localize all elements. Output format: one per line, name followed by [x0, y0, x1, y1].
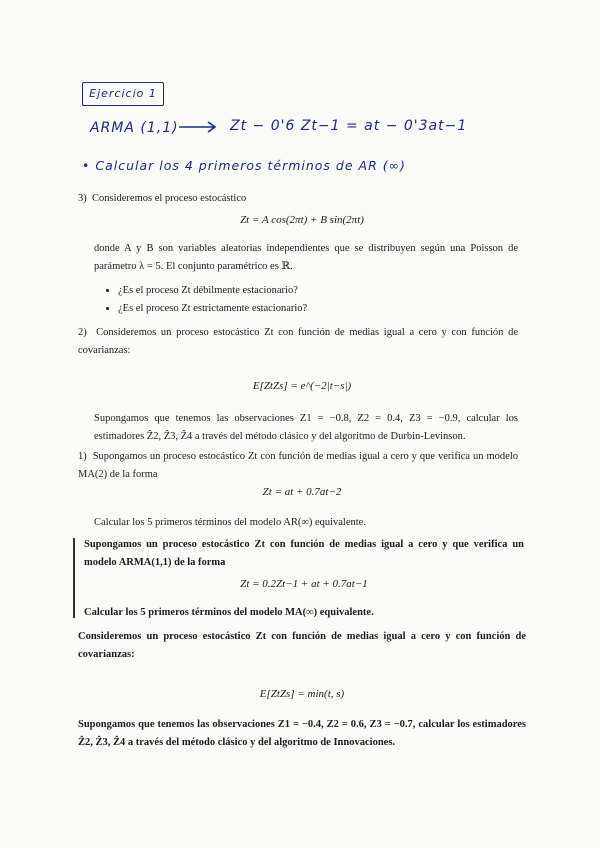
handwritten-title: Ejercicio 1 — [89, 87, 157, 100]
problem3-questions — [104, 282, 518, 318]
arrow-icon — [178, 120, 218, 134]
problem2-intro-text: Consideremos un proceso estocástico Zt con función de medias igual a cero y con función de covarianzas: — [78, 327, 519, 356]
problem3-intro-text: Consideremos el proceso estocástico — [92, 193, 247, 204]
problem1-number: 1) — [78, 451, 87, 462]
problem2-number: 2) — [78, 327, 87, 338]
problem2-text: Supongamos que tenemos las observaciones Z1 = −0.8, Z2 = 0.4, Z3 = −0.9, calcular los estimadores Ẑ2, Ẑ3, Ẑ4 a través del método clásico y del algoritmo de Durbin-Levinson. — [94, 413, 518, 442]
problem-min-text: Supongamos que tenemos las observaciones Z1 = −0.4, Z2 = 0.6, Z3 = −0.7, calcular los estimadores Ẑ2, Ẑ3, Ẑ4 a través del método clásico y del algoritmo de Innovaciones. — [78, 719, 526, 748]
problem3-number: 3) — [78, 193, 87, 204]
problem1-equation: Zt = at + 0.7at−2 — [262, 486, 342, 498]
problem-min-intro: Consideremos un proceso estocástico Zt con función de medias igual a cero y con función de covarianzas: — [78, 631, 526, 660]
problem3-text: donde A y B son variables aleatorias independientes que se distribuyen según una Poisson de parámetro λ = 5. El conjunto paramétrico es ℝ. — [94, 243, 518, 272]
handwritten-task — [82, 158, 406, 173]
margin-mark — [73, 538, 75, 618]
problem1-intro — [78, 448, 518, 484]
bullet-dot-icon: • — [82, 158, 96, 173]
problem1-text: Calcular los 5 primeros términos del modelo AR(∞) equivalente. — [94, 517, 366, 528]
handwritten-equation: Zt − 0'6 Zt−1 = at − 0'3at−1 — [230, 118, 468, 134]
problem3-equation: Zt = A cos(2πt) + B sin(2πt) — [240, 214, 364, 226]
problem1-intro-text: Supongamos un proceso estocástico Zt con función de medias igual a cero y que verifica un modelo MA(2) de la forma — [78, 451, 518, 480]
handwritten-title-box — [82, 82, 164, 106]
handwritten-task-text: Calcular los 4 primeros términos de AR (∞) — [95, 158, 406, 173]
problem2-intro — [78, 324, 518, 360]
problem3-question: • ¿Es el proceso Zt estrictamente estacionario? — [118, 300, 518, 318]
problem-arma-text: Calcular los 5 primeros términos del modelo MA(∞) equivalente. — [84, 607, 374, 618]
problem3-question: • ¿Es el proceso Zt débilmente estacionario? — [118, 282, 518, 300]
problem-arma-intro: Supongamos un proceso estocástico Zt con función de medias igual a cero y que verifica un modelo ARMA(1,1) de la forma — [84, 539, 524, 568]
problem3-intro — [78, 190, 518, 208]
problem2-equation: E[ZtZs] = e^(−2|t−s|) — [252, 380, 352, 392]
problem-min-equation: E[ZtZs] = min(t, s) — [259, 688, 345, 700]
problem-arma-equation: Zt = 0.2Zt−1 + at + 0.7at−1 — [240, 578, 368, 590]
handwritten-model: ARMA (1,1) — [90, 120, 179, 136]
